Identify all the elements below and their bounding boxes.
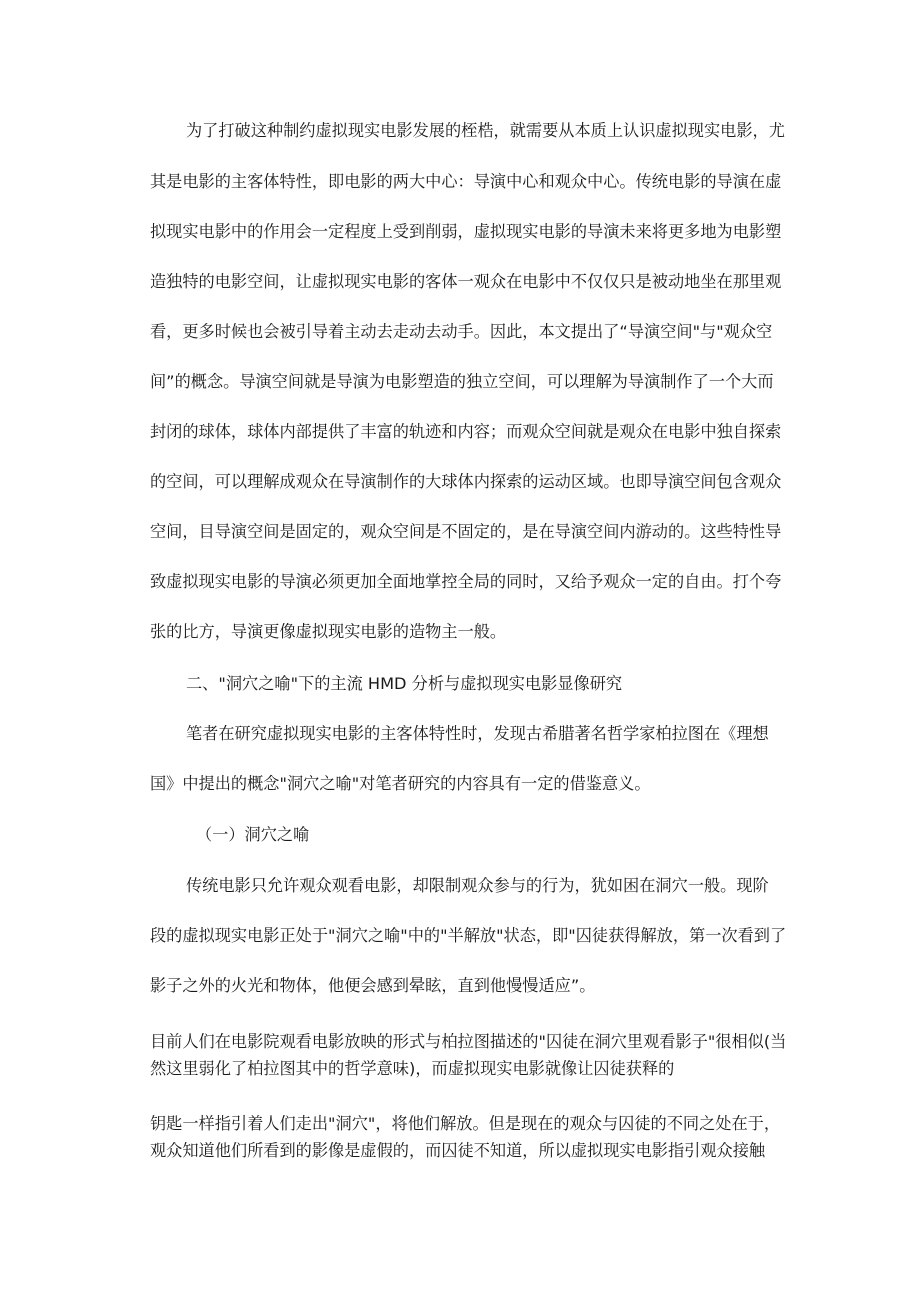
text-line: 致虚拟现实电影的导演必须更加全面地掌控全局的同时，又给予观众一定的自由。打个夸 bbox=[150, 572, 782, 591]
text-line: 钥匙一样指引着人们走出"洞穴"，将他们解放。但是现在的观众与囚徒的不同之处在于， bbox=[150, 1114, 781, 1133]
text-line: 造独特的电影空间，让虚拟现实电影的客体一观众在电影中不仅仅只是被动地坐在那里观 bbox=[150, 272, 782, 291]
text-line: 段的虚拟现实电影正处于"洞穴之喻"中的"半解放"状态，即"囚徒获得解放，第一次看到了 bbox=[150, 926, 787, 945]
text-line: 空间，目导演空间是固定的，观众空间是不固定的，是在导演空间内游动的。这些特性导 bbox=[150, 522, 782, 541]
text-line: 的空间，可以理解成观众在导演制作的大球体内探索的运动区域。也即导演空间包含观众 bbox=[150, 472, 782, 491]
text-line: 目前人们在电影院观看电影放映的形式与柏拉图描述的"囚徒在洞穴里观看影子"很相似(当 bbox=[150, 1032, 787, 1051]
text-line: 封闭的球体，球体内部提供了丰富的轨迹和内容；而观众空间就是观众在电影中独自探索 bbox=[150, 422, 782, 441]
text-line: 影子之外的火光和物体，他便会感到晕眩，直到他慢慢适应”。 bbox=[150, 976, 596, 995]
subsection-heading: （一）洞穴之喻 bbox=[196, 825, 310, 844]
text-line: 国》中提出的概念"洞穴之喻"对笔者研究的内容具有一定的借鉴意义。 bbox=[150, 774, 651, 793]
text-line: 其是电影的主客体特性，即电影的两大中心：导演中心和观众中心。传统电影的导演在虚 bbox=[150, 172, 782, 191]
text-line: 张的比方，导演更像虚拟现实电影的造物主一般。 bbox=[150, 622, 507, 641]
text-line: 为了打破这种制约虚拟现实电影发展的桎梏，就需要从本质上认识虚拟现实电影，尤 bbox=[186, 121, 785, 140]
text-line: 笔者在研究虚拟现实电影的主客体特性时，发现古希腊著名哲学家柏拉图在《理想 bbox=[186, 724, 769, 743]
text-line: 间”的概念。导演空间就是导演为电影塑造的独立空间，可以理解为导演制作了一个大而 bbox=[150, 372, 774, 391]
text-line: 拟现实电影中的作用会一定程度上受到削弱，虚拟现实电影的导演未来将更多地为电影塑 bbox=[150, 222, 782, 241]
section-heading: 二、"洞穴之喻"下的主流 HMD 分析与虚拟现实电影显像研究 bbox=[186, 674, 623, 693]
text-line: 观众知道他们所看到的影像是虚假的，而囚徒不知道，所以虚拟现实电影指引观众接触 bbox=[150, 1141, 766, 1160]
text-line: 传统电影只允许观众观看电影，却限制观众参与的行为，犹如困在洞穴一般。现阶 bbox=[186, 876, 769, 895]
text-line: 然这里弱化了柏拉图其中的哲学意味)，而虚拟现实电影就像让囚徒获释的 bbox=[150, 1059, 675, 1078]
text-line: 看，更多时候也会被引导着主动去走动去动手。因此，本文提出了“导演空间"与"观众空 bbox=[150, 322, 773, 341]
